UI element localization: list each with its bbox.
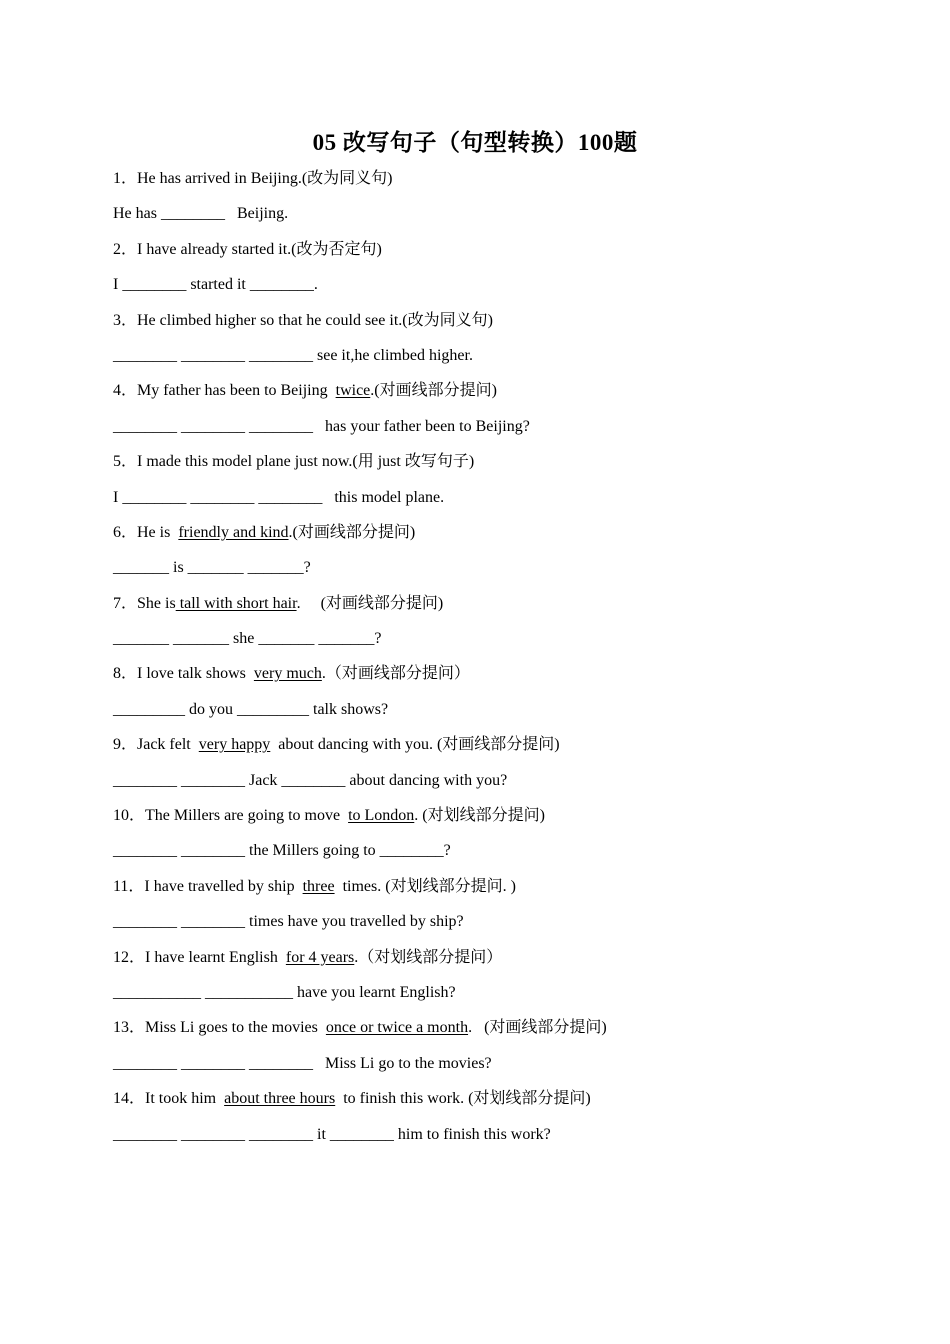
answer-blank-line: ___________ ___________ have you learnt English? <box>113 983 456 1001</box>
prompt-text: .（对划线部分提问） <box>354 948 503 966</box>
prompt-text: 1．He has arrived in Beijing.(改为同义句) <box>113 170 393 187</box>
answer-blank-line: I ________ ________ ________ this model plane. <box>113 488 445 506</box>
question-prompt <box>113 1088 873 1123</box>
question-prompt <box>113 522 873 557</box>
prompt-text: .（对画线部分提问） <box>321 665 470 683</box>
underlined-phrase: once or twice a month <box>325 1019 469 1037</box>
underlined-phrase: to London <box>348 807 415 825</box>
prompt-text: 10．The Millers are going to move <box>113 807 349 825</box>
prompt-text: 6．He is <box>113 523 179 541</box>
prompt-text: .(对画线部分提问) <box>288 523 416 541</box>
prompt-text: . (对画线部分提问) <box>468 1019 607 1037</box>
prompt-text: 2．I have already started it.(改为否定句) <box>113 240 382 258</box>
page-title: 05 改写句子（句型转换）100题 <box>312 130 638 155</box>
question-prompt <box>113 663 873 698</box>
underlined-phrase: about three hours <box>224 1090 336 1108</box>
question-prompt <box>113 239 873 274</box>
prompt-text: 9．Jack felt <box>113 736 199 754</box>
answer-blank-line: ________ ________ ________ has your father been to Beijing? <box>113 417 530 435</box>
prompt-text: 13．Miss Li goes to the movies <box>113 1019 326 1037</box>
answer-blank-line: ________ ________ times have you travelled by ship? <box>113 913 464 931</box>
answer-blank-line: ________ ________ the Millers going to ________? <box>113 842 451 860</box>
question-prompt <box>113 1017 873 1052</box>
answer-blank-line: He has ________ Beijing. <box>113 205 289 223</box>
question-prompt <box>113 310 873 345</box>
question-prompt <box>113 805 873 840</box>
question-prompt <box>113 947 873 982</box>
underlined-phrase: for 4 years <box>285 948 355 966</box>
question-prompt <box>113 380 873 415</box>
answer-blank-line: _________ do you _________ talk shows? <box>113 700 389 718</box>
prompt-text: about dancing with you. (对画线部分提问) <box>270 736 560 754</box>
answer-blank-line: ________ ________ ________ Miss Li go to the movies? <box>113 1054 492 1072</box>
prompt-text: 5．I made this model plane just now.(用 just 改写句子) <box>113 453 475 471</box>
answer-blank-line: _______ _______ she _______ _______? <box>113 630 382 648</box>
prompt-text: 8．I love talk shows <box>113 665 254 683</box>
question-prompt <box>113 168 873 203</box>
answer-blank-line: _______ is _______ _______? <box>113 559 311 577</box>
prompt-text: 11．I have travelled by ship <box>113 877 303 895</box>
prompt-text: 3．He climbed higher so that he could see it.(改为同义句) <box>113 311 493 329</box>
prompt-text: . (对划线部分提问) <box>414 807 545 825</box>
answer-blank-line: ________ ________ ________ it ________ him to finish this work? <box>113 1125 551 1143</box>
underlined-phrase: very happy <box>198 736 271 754</box>
underlined-phrase: very much <box>253 665 322 683</box>
prompt-text: . (对画线部分提问) <box>296 594 444 612</box>
answer-blank-line: I ________ started it ________. <box>113 276 318 294</box>
prompt-text: 4．My father has been to Beijing <box>113 382 336 400</box>
underlined-phrase: tall with short hair <box>175 594 297 612</box>
question-prompt <box>113 876 873 911</box>
underlined-phrase: three <box>302 877 335 895</box>
prompt-text: to finish this work. (对划线部分提问) <box>335 1090 591 1108</box>
prompt-text: 12．I have learnt English <box>113 948 286 966</box>
prompt-text: times. (对划线部分提问. ) <box>334 877 516 895</box>
answer-blank-line: ________ ________ ________ see it,he climbed higher. <box>113 346 473 364</box>
prompt-text: 7．She is <box>113 594 176 612</box>
question-list <box>113 168 873 1159</box>
question-prompt <box>113 451 873 486</box>
prompt-text: 14．It took him <box>113 1090 225 1108</box>
question-prompt <box>113 734 873 769</box>
answer-blank-line: ________ ________ Jack ________ about dancing with you? <box>113 771 508 789</box>
underlined-phrase: twice <box>335 382 371 400</box>
prompt-text: .(对画线部分提问) <box>370 382 497 400</box>
question-prompt <box>113 593 873 628</box>
underlined-phrase: friendly and kind <box>178 523 289 541</box>
